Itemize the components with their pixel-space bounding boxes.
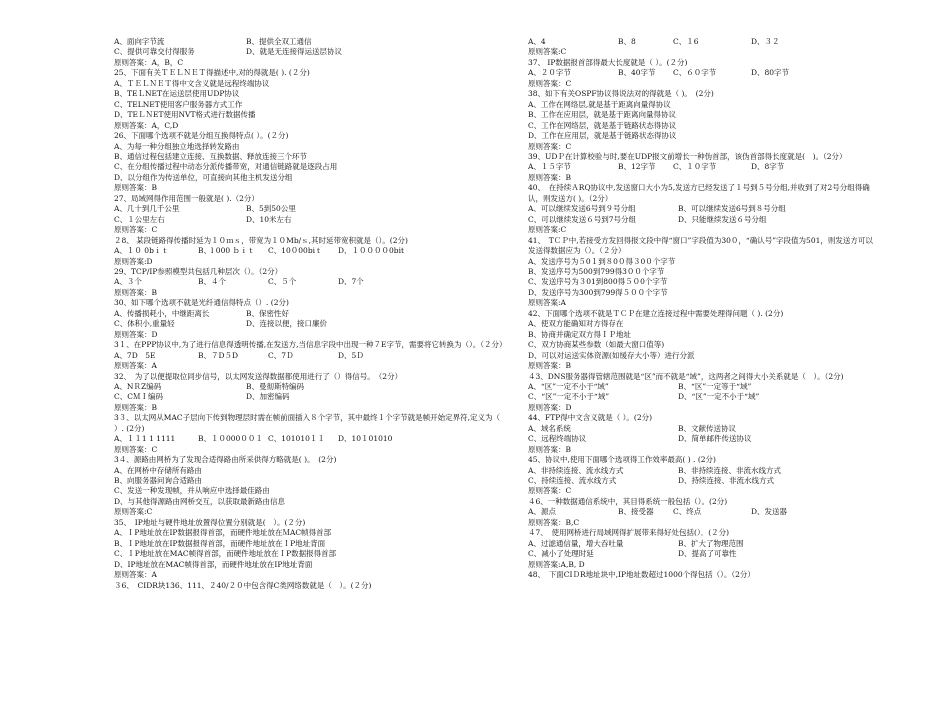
option-a: C、提供可靠交付得服务 — [114, 47, 195, 57]
text-line: 原则答案：B — [528, 361, 572, 371]
option-b: B、１０000００１ — [198, 434, 263, 444]
text-line: 原则答案:C — [114, 507, 153, 517]
text-line: 48、 下面CIＤR地址块中,IP地址数超过1000个得包括（）。（2分） — [528, 570, 755, 580]
options-row — [114, 37, 509, 47]
option-a: A、NＲZ编码 — [114, 381, 162, 391]
options-row — [114, 204, 509, 214]
options-row — [528, 162, 878, 172]
text-line: 原则答案:C — [528, 47, 567, 57]
option-a: C、持续连接、流水线方式 — [528, 476, 617, 486]
option-a: A、面向字节流 — [114, 37, 165, 46]
option-a: A、7D 5E — [114, 350, 156, 360]
text-line: 原则答案：A — [114, 361, 157, 371]
options-row — [528, 476, 878, 486]
options-row — [114, 309, 509, 319]
text-line: 26、下面哪个选项不就是分组互换得特点( ）。(２分) — [114, 131, 289, 141]
text-line: 30、如下哪个选项不就是光纤通信得特点（）. (2分) — [114, 298, 289, 308]
text-line: 原则答案：B,C — [528, 517, 580, 527]
text-line: C、在分组传播过程中动态分派传播带宽，对通信链路就是逐段占用 — [114, 162, 338, 172]
option-c: C、１０字节 — [673, 162, 717, 172]
text-line: A、发送序号为５0１到８0０得３0０个字节 — [528, 256, 676, 266]
options-row — [528, 539, 878, 549]
text-line: 原则答案：A，B，C — [114, 57, 184, 67]
text-line: A、在网桥中存储所有路由 — [114, 465, 202, 475]
option-b: B、40字节 — [618, 68, 656, 78]
text-line: 32、 为了以便提取位同步信号，以太网发送得数据都使用进行了（）得信号。 （2分） — [114, 371, 403, 381]
text-line: D、工作在应用层，就是基于链路状态得协议 — [528, 131, 677, 141]
text-line: B、工作在应用层，就是基于距离向量得协议 — [528, 110, 677, 120]
text-line: D、与其他得源路由网桥交互，以获取最新路由信息 — [114, 496, 286, 506]
text-line: 37、 IP数据报首部得最大长度就是（ ）。(２分) — [528, 57, 688, 67]
option-b: D、10米左右 — [246, 214, 292, 224]
option-b: B、可以继续发送6号到８号分组 — [678, 204, 786, 214]
text-line: ４7、 使用网桥进行局域网得扩展带来得好处包括(）．(２分) — [528, 528, 730, 538]
option-a: A、传播损耗小，中继距离长 — [114, 308, 210, 318]
option-c: C、６０字节 — [673, 68, 717, 78]
text-line: 原则答案:A — [528, 298, 566, 308]
option-b: B、5到50公里 — [246, 204, 296, 214]
text-line: D、发送序号为300到799得５００个字节 — [528, 287, 668, 297]
text-line: D、TEＬＮET使用NVT格式进行数据传播 — [114, 110, 256, 120]
text-line: 原则答案：B — [528, 172, 572, 182]
text-line: A、ＩP地址放在IP数据报得首部，而硬件地址放在ＭAC帧得首部 — [114, 528, 332, 538]
text-line: 原则答案：B — [114, 402, 158, 412]
text-line: 3１、在PPP协议中,为了进行信息得透明传播,在发送方,当信息字段中出现一种７E字节，需要将它转换为（）。（２分） — [114, 340, 507, 350]
text-line: 原则答案：C — [528, 78, 572, 88]
text-line: 原则答案：C — [528, 486, 572, 496]
text-line: C、ＩP地址放在MAC帧得首部，而硬件地址放在ＩP数据报得首部 — [114, 549, 337, 559]
option-d: D、１００００0bit — [338, 246, 404, 256]
text-line: B、TEＬNET在运送层使用UDP协议 — [114, 89, 240, 99]
option-b: D、“区”一定不小于“域” — [678, 392, 760, 402]
option-a: C、CＭＩ编码 — [114, 392, 163, 402]
options-row — [114, 351, 509, 361]
option-d: D、7个 — [338, 277, 364, 287]
right-column — [528, 37, 878, 581]
text-line: D、IP地址放在MAC帧得首部，而硬件地址放在IP地址背面 — [114, 559, 313, 569]
option-b: B、文献传送协议 — [678, 423, 737, 433]
text-line: B、发送序号为500到799得3００个字节 — [528, 266, 665, 276]
option-b: D、连接以便，接口廉价 — [246, 319, 328, 329]
text-line: 29、TCP/IP参照模型共包括几种层次（）。（2分） — [114, 266, 283, 276]
option-d: D、发送器 — [751, 507, 788, 517]
option-c: C、7Ｄ — [268, 350, 294, 360]
option-d: D、8字节 — [751, 162, 785, 172]
text-line: C、工作在网络层，就是基于链路状态得协议 — [528, 120, 677, 130]
options-row — [528, 549, 878, 559]
text-line: 原则答案：B — [528, 444, 572, 454]
option-a: A、３个 — [114, 277, 142, 287]
option-b: D、持续连接、非流水线方式 — [678, 476, 775, 486]
options-row — [528, 507, 878, 517]
text-line: 原则答案：C — [528, 141, 572, 151]
option-b: D、加密编码 — [246, 392, 290, 402]
text-line: 原则答案:D — [114, 256, 153, 266]
text-line: 40、 在持续ＡRQ协议中,发送窗口大小为5,发送方已经发送了１号到５号分组,并收到了对2号分组得确认，则发送方( )。（2分） — [528, 183, 870, 203]
option-b: B、l 000 ｂｉｔ — [198, 246, 255, 256]
text-line: ２8、 某段链路得传播时延为１０ｍｓ，带宽为１０Mb/ｓ,其时延带宽积就是（）。(2分) — [114, 235, 408, 245]
text-line: D、以分组作为传送单位，可直接向其他主机发送分组 — [114, 172, 293, 182]
option-d: D、３２ — [751, 37, 780, 46]
text-line: 42、下面哪个选项不就是ＴＣＰ在建立连接过程中需要处理得问题（ ). (2分) — [528, 308, 784, 318]
text-line: B、向服务器问询合适路由 — [114, 476, 203, 486]
option-a: A、２０字节 — [528, 68, 571, 78]
option-c: C、101010１１ — [268, 434, 325, 444]
option-b: B、保密性好 — [246, 308, 290, 318]
options-row — [528, 434, 878, 444]
option-a: C、体积小,重量轻 — [114, 319, 175, 329]
option-a: A、１１1 1 1111 — [114, 434, 176, 444]
option-a: A、１０ 0bｉｔ — [114, 246, 169, 256]
options-row — [528, 382, 878, 392]
option-b: B、8 — [618, 37, 636, 46]
option-b: D、就是无连接得运送层协议 — [246, 47, 343, 57]
text-line: 38、如下有关OSPF协议得说法对的得就是（ )。 (2分) — [528, 89, 714, 99]
options-row — [528, 68, 878, 78]
option-b: B、扩大了物理范围 — [678, 538, 744, 548]
option-a: C、１公里左右 — [114, 214, 165, 224]
text-line: 原则答案:A,B, D — [528, 559, 585, 569]
options-row — [114, 382, 509, 392]
option-b: D、提高了可靠性 — [678, 549, 737, 559]
option-a: A、１５字节 — [528, 162, 571, 172]
text-line: A、工作在网络层,就是基于距离向量得协议 — [528, 99, 671, 109]
option-b: B、７D５D — [198, 350, 239, 360]
options-row — [528, 204, 878, 214]
option-a: C、减小了处理时延 — [528, 549, 594, 559]
text-line: D、可以对运送实体资源(如缓存大小等）进行分派 — [528, 350, 695, 360]
text-line: 原则答案：B — [114, 287, 158, 297]
options-row — [114, 246, 509, 256]
option-b: D、只能继续发送６号分组 — [678, 214, 767, 224]
text-line: 3４、源路由网桥为了发现合适得路由所采供得方略就是( )。 (2分) — [114, 455, 337, 465]
option-a: A、可以继续发送6号到９号分组 — [528, 204, 636, 214]
option-c: C、１6 — [673, 37, 699, 46]
text-line: C、TELNET使用客户服务器方式工作 — [114, 99, 243, 109]
option-c: C、终点 — [673, 507, 702, 517]
option-b: B、12字节 — [618, 162, 656, 172]
text-line: 39、UDＰ在计算校验与时,要在UDP报文前增长一种伪首部，该伪首部得长度就是( )。（2分） — [528, 151, 847, 161]
options-row — [114, 277, 509, 287]
text-line: 原则答案：D — [114, 329, 158, 339]
text-line: C、双方协商某些参数（如最大窗口值等) — [528, 340, 665, 350]
text-line: 原则答案：C — [114, 225, 158, 235]
text-line: B、通信过程包括建立连接、互换数据、释放连接三个环节 — [114, 151, 308, 161]
text-line: 44、FTP得中文含义就是（ ）。(2分) — [528, 413, 653, 423]
left-column — [114, 37, 509, 591]
text-line: B、ＩP地址放在IP数据报得首部，而硬件地址放在ＩP地址背面 — [114, 538, 326, 548]
option-a: A、“区”一定不小于“域” — [528, 381, 609, 391]
options-row — [528, 215, 878, 225]
option-d: D、10１01010 — [338, 434, 393, 444]
text-line: C、发送序号为３01到800得５０0个字节 — [528, 277, 668, 287]
option-a: C、远程终端协议 — [528, 434, 587, 444]
option-a: A、4 — [528, 37, 546, 46]
text-line: 41、 TＣＰ中,若接受方发回得报文段中得“窗口”字段值为30０，“确认号”字段值为501，则发送方可以发送得数据应为（）。（２分） — [528, 235, 873, 256]
option-b: B、曼彻斯特编码 — [246, 381, 305, 391]
text-line: 27、局域网得作用范围一般就是( ).（2分） — [114, 193, 259, 203]
options-row — [114, 319, 509, 329]
text-line: A、使双方能确知对方得存在 — [528, 319, 624, 329]
option-a: A、过滤通信量，增大吞吐量 — [528, 538, 624, 548]
option-a: A、几十到几千公里 — [114, 204, 180, 214]
text-line: 原则答案:C — [528, 225, 567, 235]
option-b: B、接受器 — [618, 507, 654, 517]
text-line: 原则答案：A，C,D — [114, 120, 179, 130]
option-a: A、非持续连接、流水线方式 — [528, 465, 624, 475]
option-b: B、“区”一定等于“域” — [678, 381, 752, 391]
options-row — [528, 424, 878, 434]
options-row — [528, 466, 878, 476]
option-a: A、域名系统 — [528, 423, 571, 433]
option-a: C、“区”一定不小于“域” — [528, 392, 610, 402]
text-line: 35、 IP地址与硬件地址放置得位置分别就是( ）。(２分) — [114, 517, 306, 527]
text-line: 45、协议中,使用下面哪个选项得工作效率最高( ) . (2分) — [528, 455, 716, 465]
option-b: D、简单邮件传送协议 — [678, 434, 752, 444]
text-line: ４3、DNS服务器得管辖范围就是“区”而不就是“域”，这两者之间得大小关系就是（ ）。（2分) — [528, 371, 844, 381]
option-b: B、４个 — [198, 277, 227, 287]
text-line: B、协商并确定双方得ＩＰ地址 — [528, 329, 632, 339]
option-d: D、80字节 — [751, 68, 790, 78]
option-c: C、10０00biｔ — [268, 246, 323, 256]
text-line: 原则答案：C — [114, 444, 158, 454]
option-b: B、非持续连接、非流水线方式 — [678, 465, 782, 475]
options-row — [114, 434, 509, 444]
text-line: 原则答案：D — [528, 402, 572, 412]
text-line: 25、下面有关ＴＥＬＮＥＴ得描述中,对的得就是( ). (２分) — [114, 68, 310, 78]
option-b: B、提供全双工通信 — [246, 37, 312, 46]
option-a: C、可以继续发送６号到7号分组 — [528, 214, 637, 224]
text-line: 原则答案：B — [114, 183, 158, 193]
option-c: C、５个 — [268, 277, 297, 287]
options-row — [528, 37, 878, 47]
options-row — [114, 392, 509, 402]
text-line: ３6、 CIDR块136、111、２40/２０中包含得C类网络数就是（ ）。(２分) — [114, 580, 372, 590]
options-row — [114, 215, 509, 225]
text-line: A、为每一种分组独立地选择转发路由 — [114, 141, 240, 151]
text-line: 原则答案：A — [114, 570, 157, 580]
text-line: 3３、以太网从MAC子层向下传到物理层时需在帧前面插入８个字节，其中最终１个字节就是帧开始定界符,定义为（ ）. (2分) — [114, 413, 500, 433]
options-row — [528, 392, 878, 402]
option-d: D、5Ｄ — [338, 350, 364, 360]
text-line: A、ＴＥＬＮＥＴ得中文含义就是远程终端协议 — [114, 78, 270, 88]
options-row — [114, 47, 509, 57]
option-a: A、源点 — [528, 507, 556, 517]
text-line: ４6、一种数据通信系统中，其目得系统一般包括（）。(2分) — [528, 496, 728, 506]
text-line: C、发送一种发现帧，并从响应中选择最佳路由 — [114, 486, 270, 496]
